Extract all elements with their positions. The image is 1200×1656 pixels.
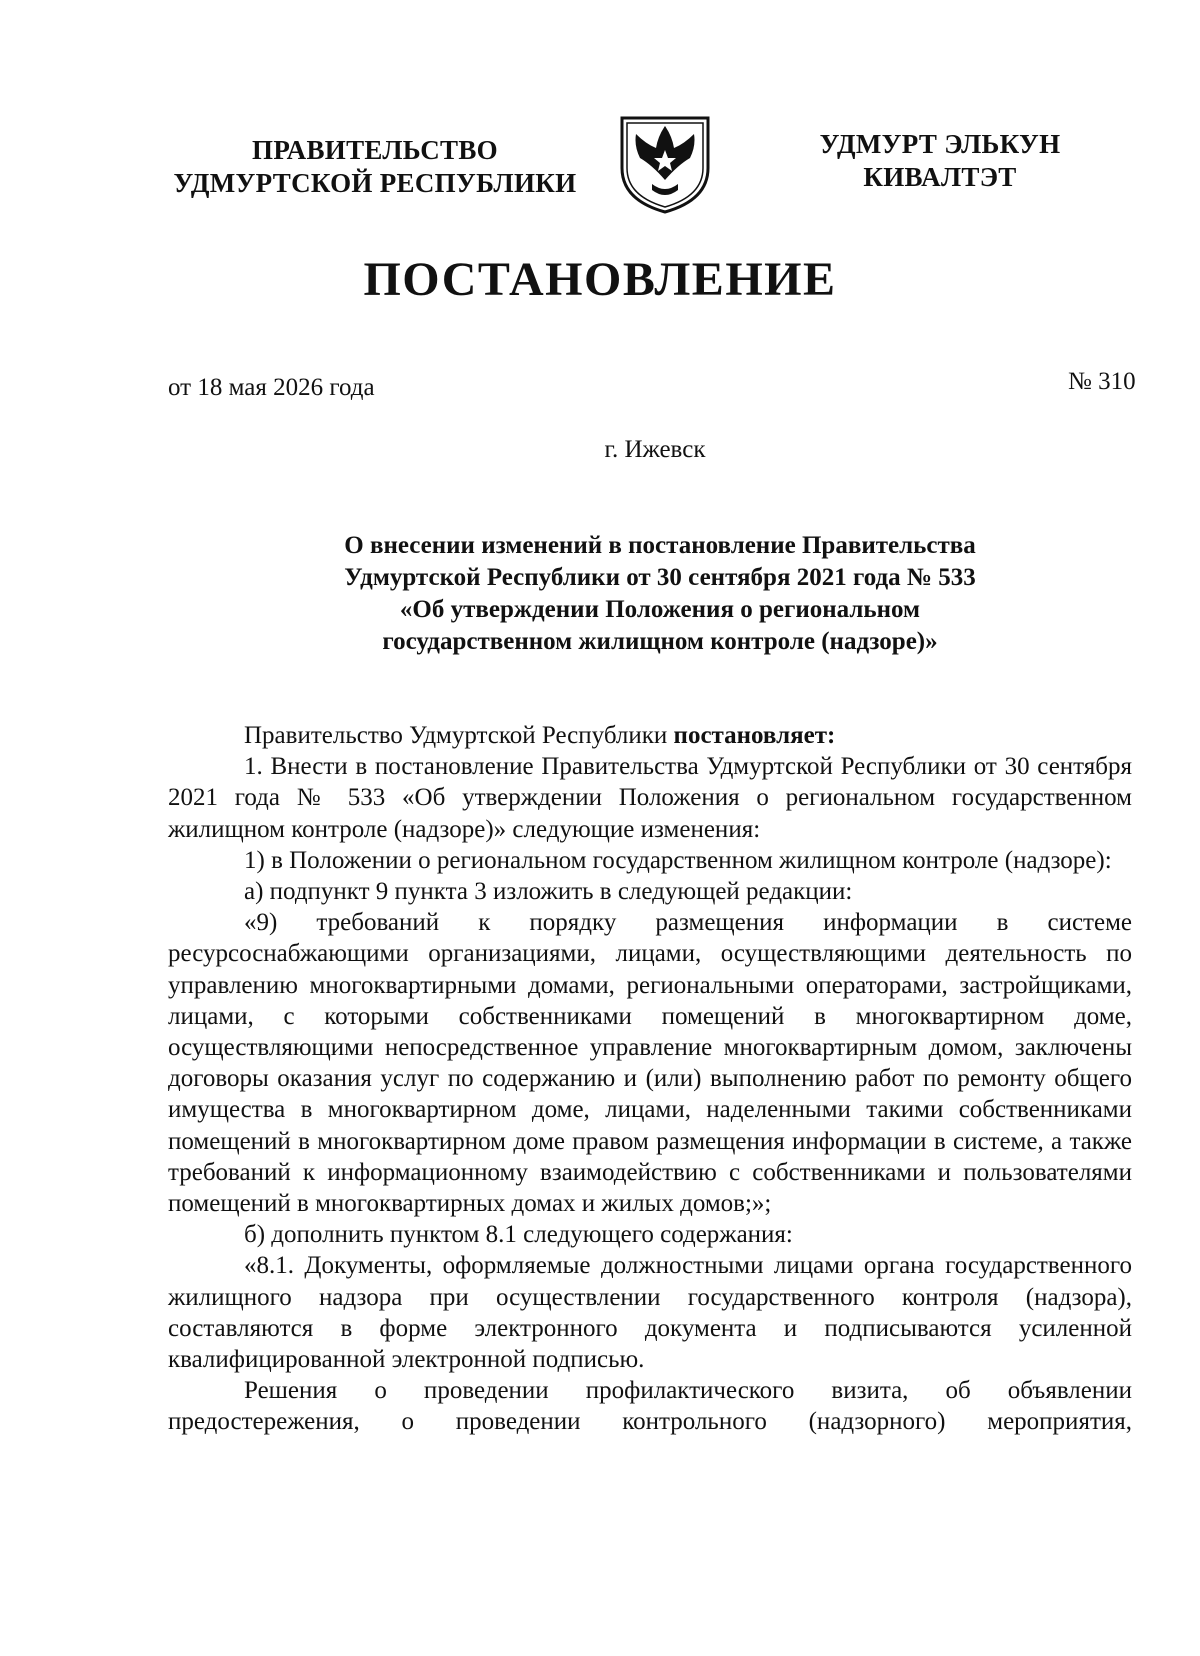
- government-name-line2: УДМУРТСКОЙ РЕСПУБЛИКИ: [173, 168, 577, 198]
- body-paragraph: 1) в Положении о региональном государственном жилищном контроле (надзоре):: [244, 846, 1112, 874]
- document-number: № 310: [1068, 368, 1136, 395]
- body-paragraph: «8.1. Документы, оформляемые должностными лицами органа государственного жилищного надзора при осуществлении государственного контроля (надзора), составляются в форме электронного документа и подписываются усиленной квалифицированной электронной подписью.: [168, 1252, 1132, 1374]
- government-name-udmurt-line2: КИВАЛТЭТ: [863, 162, 1017, 192]
- document-body: [168, 720, 1132, 1438]
- body-paragraph: 1. Внести в постановление Правительства Удмуртской Республики от 30 сентября 2021 года № 533 «Об утверждении Положения о региональном государственном жилищном контроле (надзоре)» следующие изменения:: [168, 753, 1132, 843]
- subject-line: О внесении изменений в постановление Правительства: [344, 532, 976, 559]
- subject-line: Удмуртской Республики от 30 сентября 2021 года № 533: [344, 564, 976, 591]
- intro-text: Правительство Удмуртской Республики: [244, 722, 674, 749]
- document-title: ПОСТАНОВЛЕНИЕ: [363, 253, 837, 306]
- body-paragraph: а) подпункт 9 пункта 3 изложить в следующей редакции:: [244, 878, 853, 906]
- government-name-udmurt-line1: УДМУРТ ЭЛЬКУН: [819, 129, 1061, 159]
- subject-line: государственном жилищном контроле (надзоре)»: [382, 628, 938, 655]
- government-name-line1: ПРАВИТЕЛЬСТВО: [252, 135, 498, 165]
- document-subject: [240, 530, 1080, 658]
- body-paragraph: «9) требований к порядку размещения информации в системе ресурсоснабжающими организациями, лицами, осуществляющими деятельность по управлению многоквартирными домами, региональными операторами, застройщиками, лицами, с которыми собственниками помещений в многоквартирном доме, осуществляющими непосредственное управление многоквартирным домом, заключены договоры оказания услуг по содержанию и (или) выполнению работ по ремонту общего имущества в многоквартирном доме, лицами, наделенными такими собственниками помещений в многоквартирном доме правом размещения информации в системе, а также требований к информационному взаимодействию с собственниками и пользователями помещений в многоквартирных домах и жилых домов;»;: [168, 909, 1132, 1218]
- subject-line: «Об утверждении Положения о региональном: [399, 596, 921, 623]
- body-paragraph: б) дополнить пунктом 8.1 следующего содержания:: [244, 1221, 793, 1249]
- coat-of-arms-icon: [612, 110, 718, 214]
- intro-verb: постановляет:: [673, 722, 836, 749]
- document-date: от 18 мая 2026 года: [168, 374, 375, 401]
- body-paragraph: Решения о проведении профилактического визита, об объявлении предостережения, о проведении контрольного (надзорного) мероприятия,: [168, 1377, 1132, 1436]
- government-name-udmurt: [790, 128, 1090, 194]
- intro-paragraph: [168, 720, 1132, 751]
- government-name-russian: [160, 134, 590, 200]
- document-city: г. Ижевск: [604, 436, 706, 463]
